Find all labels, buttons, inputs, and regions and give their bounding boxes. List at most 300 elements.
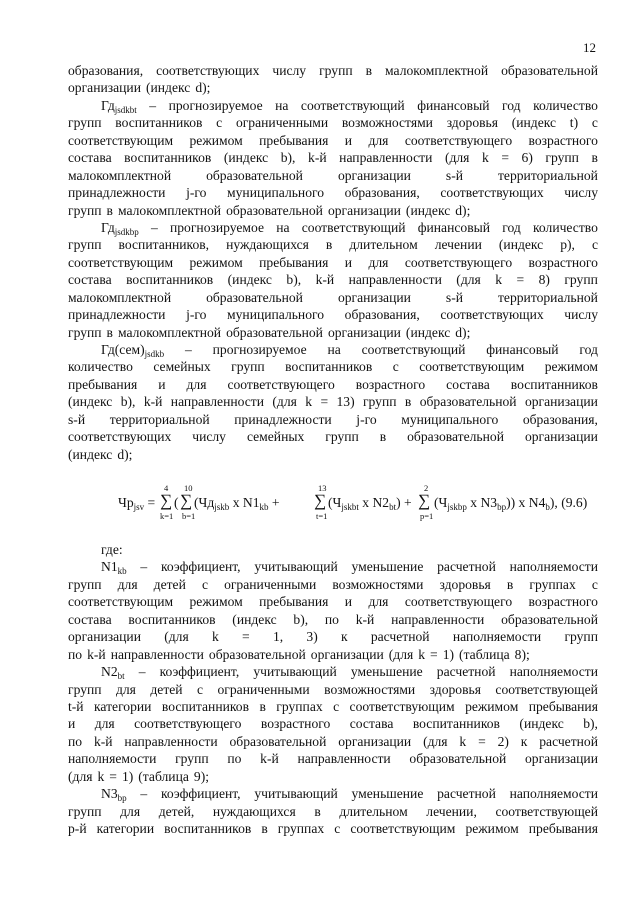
word: нуждающихся — [212, 803, 296, 819]
word: b), — [120, 394, 136, 410]
word: (индекс — [68, 446, 113, 462]
word: лечении, — [426, 803, 477, 819]
word: организации — [337, 289, 411, 305]
word: (индекс — [223, 150, 269, 166]
word: образования, — [522, 411, 598, 427]
word: состава — [68, 611, 112, 627]
word: 1, — [272, 629, 284, 645]
word: в — [379, 429, 387, 445]
word: образования, — [344, 185, 420, 201]
word: – — [140, 786, 148, 802]
formula-term2: ($Ч_{jskbt}$ x $N2_{bt}$) + — [328, 495, 412, 512]
word: организации — [524, 429, 598, 445]
word: групп — [68, 202, 102, 218]
sum1-sign: ∑ — [160, 491, 173, 510]
text-line — [68, 376, 598, 393]
word: t-й — [68, 698, 84, 714]
word: групп — [68, 324, 102, 340]
word: воспитанников — [285, 359, 373, 375]
word: (индекс — [405, 202, 451, 218]
word: категории — [96, 821, 155, 836]
word: соответствующего — [404, 132, 513, 148]
word: в — [106, 324, 113, 340]
word: соответствующего — [404, 594, 513, 610]
word: образования, — [344, 307, 420, 323]
word: количество — [533, 219, 598, 235]
word: пребывания — [259, 594, 329, 610]
word: ограниченными — [217, 681, 310, 697]
word: групп — [319, 63, 353, 78]
text-line — [68, 411, 598, 428]
word: соответствующим — [68, 254, 174, 270]
text-line — [68, 593, 598, 610]
word: j-го — [186, 185, 207, 201]
word: (таблица — [138, 768, 189, 784]
word: образовательной — [226, 324, 323, 340]
text-line — [68, 289, 598, 306]
word: – — [138, 664, 146, 680]
word: коэффициент, — [159, 664, 240, 680]
text-line — [68, 393, 598, 410]
word: и — [344, 594, 353, 610]
text-line — [68, 681, 598, 698]
word: = — [501, 150, 509, 166]
text-line — [68, 803, 598, 820]
word: организации — [68, 629, 141, 645]
text-line — [68, 149, 598, 166]
word: групп — [231, 359, 265, 375]
word: = — [242, 629, 250, 645]
word: с — [216, 115, 223, 131]
word: – — [185, 342, 192, 357]
word: с — [591, 115, 598, 131]
word: (для — [68, 768, 93, 784]
word: территориальной — [109, 411, 210, 427]
word: образовательной — [229, 733, 327, 749]
word: прогнозируемое — [212, 342, 307, 357]
text-line — [68, 271, 598, 288]
word: организации — [338, 733, 412, 749]
sum2-upper: 10 — [184, 483, 193, 493]
word: (для — [456, 272, 481, 288]
word: организации — [524, 394, 598, 410]
word: $Гд(сем)_{jsdkb}$ — [101, 342, 165, 359]
word: и — [68, 716, 76, 732]
word: здоровья — [429, 681, 481, 697]
text-line — [68, 219, 598, 236]
word: $Гд_{jsdkbp}$ — [101, 219, 139, 237]
word: организации — [327, 324, 401, 340]
word: = — [478, 733, 486, 749]
word: групп — [68, 803, 102, 819]
word: = — [320, 394, 329, 410]
word: нуждающихся — [226, 237, 309, 253]
text-line — [68, 558, 598, 575]
word: уменьшение — [351, 786, 424, 802]
word: здоровья — [446, 115, 498, 131]
word: с — [334, 821, 341, 836]
word: воспитанников — [124, 150, 212, 166]
word: = — [109, 768, 117, 784]
text-line — [68, 236, 598, 253]
word: воспитанников — [412, 716, 500, 732]
word: в — [259, 698, 266, 714]
text-line — [68, 167, 598, 184]
word: воспитанников, — [118, 237, 210, 253]
word: финансовый — [417, 219, 491, 235]
word: малокомплектной — [117, 202, 222, 218]
word: прогнозируемое — [169, 219, 265, 235]
word: (индекс — [405, 324, 451, 340]
body-text-bottom — [68, 541, 598, 837]
word: режимом — [189, 132, 243, 148]
word: малокомплектной — [117, 324, 222, 340]
word: малокомплектной — [68, 167, 172, 183]
word: соответствующего — [404, 254, 513, 270]
word: 8) — [538, 272, 550, 288]
word: коэффициент, — [160, 559, 241, 575]
word: соответствующей — [495, 803, 598, 819]
word: k-й — [87, 646, 106, 662]
sum4-sign: ∑ — [418, 491, 431, 510]
word: – — [149, 97, 157, 113]
word: воспитанников — [161, 698, 250, 714]
word: k-й — [260, 751, 279, 767]
word: k — [97, 768, 105, 784]
word: (для — [164, 629, 189, 645]
word: d); — [455, 202, 471, 218]
word: режимом — [544, 359, 598, 375]
word: наполняемости — [452, 629, 542, 645]
word: год — [502, 219, 521, 235]
word: b), — [280, 150, 296, 166]
word: р-й — [68, 821, 87, 836]
word: пребывания — [528, 698, 598, 714]
word: пребывания — [528, 821, 598, 836]
word: групп — [68, 681, 102, 697]
formula-9-6 — [118, 483, 588, 523]
formula-term1: ($Чд_{jskb}$ x $N1_{kb}$ + — [194, 495, 280, 512]
word: с — [197, 681, 204, 697]
word: $Гд_{jsdkbt}$ — [101, 97, 137, 115]
text-line — [68, 202, 598, 219]
word: k-й — [93, 733, 113, 749]
text-line — [68, 358, 598, 375]
sum1-upper: 4 — [164, 483, 169, 493]
word: (для — [444, 150, 470, 166]
word: расчетной — [437, 786, 496, 802]
word: учитывающий — [254, 559, 338, 575]
text-line — [68, 820, 598, 837]
text-line — [68, 428, 598, 445]
word: направленности — [348, 272, 442, 288]
text-line — [68, 62, 598, 79]
word: с — [591, 237, 598, 253]
word: направленности — [170, 394, 265, 410]
word: возможностями — [332, 576, 424, 592]
word: воспитанников — [510, 376, 598, 392]
word: для — [368, 132, 389, 148]
word: детей — [153, 576, 186, 592]
word: в — [106, 202, 113, 218]
word: к — [340, 629, 348, 645]
word: b), — [293, 611, 309, 627]
text-line — [68, 576, 598, 593]
word: пребывания — [68, 376, 138, 392]
word: соответствующий — [301, 219, 406, 235]
word: и — [344, 254, 353, 270]
text-line — [68, 611, 598, 628]
word: наполняемости — [68, 751, 157, 767]
word: соответствующий — [300, 97, 405, 113]
word: организации — [310, 646, 384, 662]
word: соответствующим — [419, 359, 525, 375]
word: групп — [175, 751, 209, 767]
word: – — [140, 559, 148, 575]
text-line — [68, 628, 598, 645]
word: муниципального — [401, 411, 499, 427]
word: состава — [446, 376, 490, 392]
word: числу — [192, 429, 226, 445]
sum3-lower: t=1 — [316, 511, 328, 521]
text-line — [68, 446, 598, 463]
formula-lhs: $Чр_{jsv}$ = — [118, 495, 156, 512]
word: k-й — [308, 150, 327, 166]
word: семейных — [153, 359, 211, 375]
word: территориальной — [497, 167, 598, 183]
word: в — [591, 150, 598, 166]
word: ограниченными — [235, 115, 329, 131]
word: принадлежности — [234, 411, 332, 427]
word: s-й — [68, 411, 86, 427]
sum2-sign: ∑ — [180, 491, 193, 510]
word: групп — [325, 429, 359, 445]
word: расчетной — [437, 559, 496, 575]
word: групп — [362, 394, 397, 410]
word: режимом — [189, 254, 243, 270]
sum4-lower: p=1 — [420, 511, 434, 521]
word: уменьшение — [350, 664, 423, 680]
word: организации — [68, 80, 141, 96]
word: количество — [533, 97, 598, 113]
word: групп — [564, 272, 598, 288]
word: d); — [117, 446, 133, 462]
word: ограниченными — [224, 576, 317, 592]
text-line — [68, 733, 598, 750]
word: образовательной — [206, 289, 303, 305]
word: категории — [94, 698, 152, 714]
word: соответствующим — [68, 594, 174, 610]
word: и — [344, 132, 353, 148]
sum3-upper: 13 — [318, 483, 327, 493]
word: возрастного — [528, 594, 598, 610]
body-text-top — [68, 62, 598, 463]
word: (индекс — [498, 237, 544, 253]
word: (индекс — [68, 394, 113, 410]
word: 3) — [306, 629, 318, 645]
word: k-й — [355, 611, 375, 627]
word: по — [68, 733, 83, 749]
word: расчетной — [436, 664, 496, 680]
word: уменьшение — [351, 559, 424, 575]
word: направленности — [124, 733, 218, 749]
word: группах — [277, 821, 325, 836]
word: год — [579, 342, 598, 357]
word: воспитанников — [128, 611, 216, 627]
word: год — [502, 97, 521, 113]
word: и — [158, 376, 166, 392]
word: k — [211, 629, 219, 645]
word: в — [314, 803, 321, 819]
word: воспитанников — [164, 821, 252, 836]
word: (индекс — [232, 611, 277, 627]
word: возможностями — [324, 681, 416, 697]
word: длительном — [339, 803, 408, 819]
word: на — [276, 219, 290, 235]
word: соответствующего — [227, 376, 335, 392]
word: соответствующим — [349, 698, 455, 714]
word: воспитанников — [126, 272, 214, 288]
word: групп — [68, 237, 102, 253]
page-number: 12 — [583, 40, 596, 55]
word: 6) — [521, 150, 533, 166]
word: количество — [68, 359, 133, 375]
word: групп — [68, 115, 102, 131]
word: организации — [337, 167, 411, 183]
text-line — [68, 541, 598, 558]
word: где: — [101, 542, 123, 557]
word: образовательной — [419, 394, 517, 410]
word: малокомплектной — [385, 63, 489, 78]
word: возрастного — [528, 254, 598, 270]
word: пребывания — [259, 132, 329, 148]
text-line — [68, 306, 598, 323]
sum1-lower: k=1 — [160, 511, 174, 521]
word: j-го — [356, 411, 377, 427]
word: расчетной — [370, 629, 430, 645]
text-line — [68, 79, 598, 96]
word: на — [327, 342, 341, 357]
word: принадлежности — [68, 307, 166, 323]
text-line — [68, 324, 598, 341]
word: j-го — [186, 307, 207, 323]
word: соответствующих — [440, 307, 544, 323]
word: b), — [286, 272, 302, 288]
word: d); — [195, 80, 211, 96]
word: в — [506, 576, 514, 592]
sum2-lower: b=1 — [182, 511, 196, 521]
word: = — [430, 646, 438, 662]
word: возрастного — [355, 376, 426, 392]
word: 1) — [121, 768, 134, 784]
word: р), — [560, 237, 575, 253]
word: соответствующего — [134, 716, 242, 732]
word: в — [365, 63, 373, 78]
word: коэффициент, — [160, 786, 241, 802]
word: образовательной — [208, 646, 306, 662]
word: учитывающий — [253, 664, 337, 680]
word: числу — [272, 63, 307, 78]
word: организации — [327, 202, 401, 218]
word: детей — [150, 681, 183, 697]
word: образовательной — [501, 63, 598, 78]
word: k-й — [315, 272, 335, 288]
text-line — [68, 785, 598, 802]
text-line — [68, 114, 598, 131]
text-line — [68, 132, 598, 149]
text-line — [68, 646, 598, 663]
word: образовательной — [501, 611, 598, 627]
word: 13) — [336, 394, 355, 410]
word: образовательной — [226, 202, 323, 218]
word: соответствующих — [68, 429, 172, 445]
word: направленности — [297, 751, 391, 767]
word: образовательной — [407, 429, 504, 445]
word: семейных — [246, 429, 305, 445]
text-line — [68, 663, 598, 680]
text-line — [68, 341, 598, 358]
word: (индекс — [227, 272, 272, 288]
word: по — [227, 751, 242, 767]
word: 1) — [442, 646, 455, 662]
word: наполняемости — [509, 786, 598, 802]
word: организации — [525, 751, 598, 767]
word: в — [325, 237, 333, 253]
word: малокомплектной — [68, 289, 172, 305]
word: групп — [564, 629, 598, 645]
sum4-upper: 2 — [424, 483, 429, 493]
word: группах — [276, 698, 323, 714]
word: детей, — [158, 803, 195, 819]
word: k — [418, 646, 426, 662]
word: k — [305, 394, 313, 410]
word: групп — [68, 576, 102, 592]
text-line — [68, 254, 598, 271]
text-line — [68, 184, 598, 201]
word: числу — [564, 307, 598, 323]
word: в — [261, 821, 268, 836]
word: возможностями — [341, 115, 433, 131]
word: t) — [569, 115, 579, 131]
word: соответствующей — [495, 681, 598, 697]
text-line — [68, 750, 598, 767]
word: числу — [564, 185, 598, 201]
word: (таблица — [459, 646, 510, 662]
word: k — [481, 150, 489, 166]
word: по — [68, 646, 83, 662]
word: $N2_{bt}$ — [101, 664, 125, 682]
word: здоровья — [439, 576, 491, 592]
word: с — [201, 576, 208, 592]
word: k-й — [143, 394, 163, 410]
text-line — [68, 698, 598, 715]
word: для — [117, 576, 138, 592]
word: длительном — [349, 237, 418, 253]
word: наполняемости — [509, 664, 598, 680]
word: в — [404, 394, 412, 410]
word: учитывающий — [254, 786, 338, 802]
word: s-й — [445, 167, 463, 183]
word: b), — [583, 716, 598, 732]
word: прогнозируемое — [168, 97, 263, 113]
word: муниципального — [227, 307, 325, 323]
word: с — [333, 698, 340, 714]
word: направленности — [391, 611, 485, 627]
word: (для — [388, 646, 414, 662]
word: – — [150, 219, 158, 235]
word: принадлежности — [68, 185, 166, 201]
word: режимом — [465, 821, 519, 836]
